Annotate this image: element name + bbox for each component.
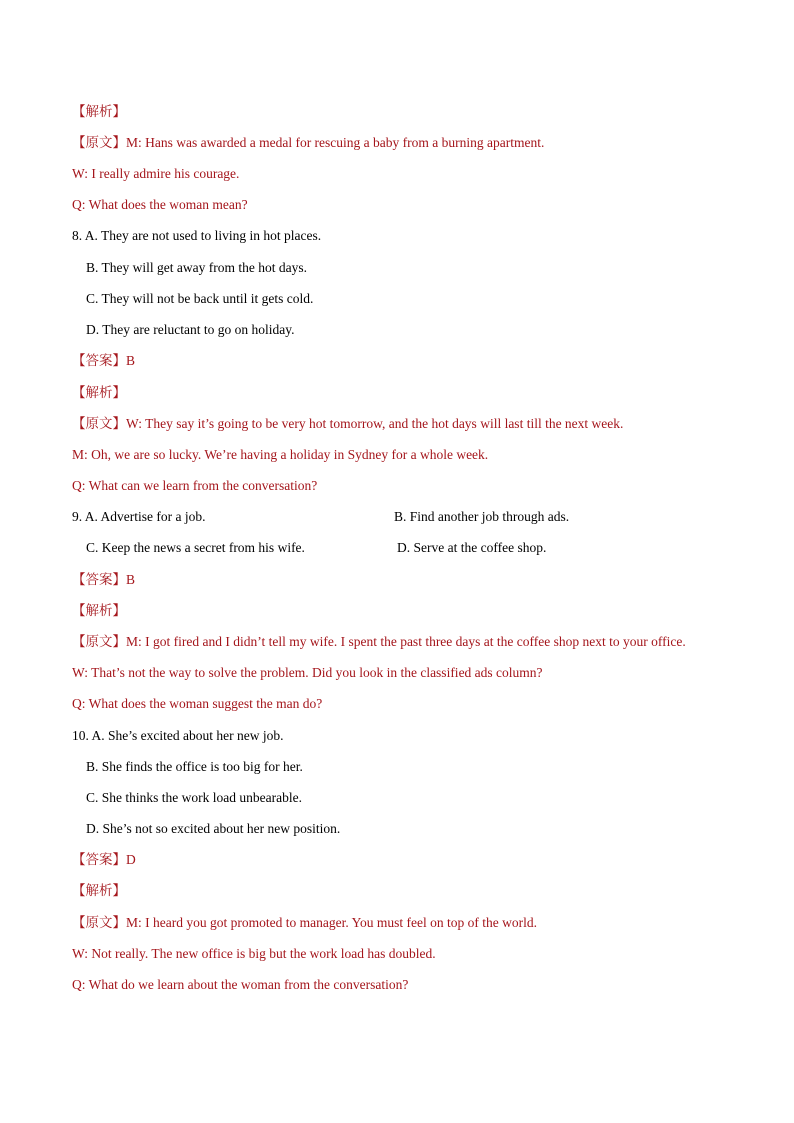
yuanwen-tag: 【原文】 [72, 915, 126, 930]
q8-yuanwen-text: W: They say it’s going to be very hot tomorrow, and the hot days will last till the next week. [126, 416, 624, 431]
q9-answer-value: B [126, 572, 136, 587]
q9-yuanwen [72, 633, 686, 651]
q8-option-d: D. They are reluctant to go on holiday. [86, 322, 295, 337]
q10-yuanwen-text: M: I heard you got promoted to manager. You must feel on top of the world. [126, 915, 537, 930]
yuanwen-tag: 【原文】 [72, 634, 126, 649]
q10-question-line: Q: What do we learn about the woman from the conversation? [72, 977, 409, 992]
q8-man-line: M: Oh, we are so lucky. We’re having a holiday in Sydney for a whole week. [72, 447, 489, 462]
yuanwen-tag: 【原文】 [72, 135, 126, 150]
q8-question-line: Q: What can we learn from the conversation? [72, 478, 318, 493]
q9-option-d: D. Serve at the coffee shop. [397, 540, 547, 555]
yuanwen-tag: 【原文】 [72, 416, 126, 431]
q8-jiexi-label: 【解析】 [72, 385, 126, 400]
q10-option-c: C. She thinks the work load unbearable. [86, 790, 302, 805]
q9-yuanwen-text: M: I got fired and I didn’t tell my wife. I spent the past three days at the coffee shop next to your office. [126, 634, 686, 649]
q9-answer [72, 571, 135, 589]
q10-yuanwen [72, 914, 537, 932]
q8-yuanwen [72, 415, 623, 433]
q10-answer-value: D [126, 852, 136, 867]
q7-woman-line: W: I really admire his courage. [72, 166, 240, 181]
daan-tag: 【答案】 [72, 572, 126, 587]
q9-option-b: B. Find another job through ads. [394, 509, 570, 524]
q9-jiexi-label: 【解析】 [72, 603, 126, 618]
q8-answer [72, 352, 135, 370]
q8-option-a: 8. A. They are not used to living in hot places. [72, 228, 322, 243]
q10-woman-line: W: Not really. The new office is big but the work load has doubled. [72, 946, 436, 961]
q7-question-line: Q: What does the woman mean? [72, 197, 248, 212]
daan-tag: 【答案】 [72, 852, 126, 867]
q7-yuanwen-text: M: Hans was awarded a medal for rescuing a baby from a burning apartment. [126, 135, 545, 150]
q8-option-b: B. They will get away from the hot days. [86, 260, 307, 275]
q10-jiexi-label: 【解析】 [72, 883, 126, 898]
q9-option-a: 9. A. Advertise for a job. [72, 509, 206, 524]
q8-answer-value: B [126, 353, 136, 368]
q9-woman-line: W: That’s not the way to solve the problem. Did you look in the classified ads column? [72, 665, 543, 680]
q9-question-line: Q: What does the woman suggest the man do? [72, 696, 323, 711]
q8-option-c: C. They will not be back until it gets cold. [86, 291, 314, 306]
daan-tag: 【答案】 [72, 353, 126, 368]
q10-option-d: D. She’s not so excited about her new position. [86, 821, 341, 836]
q10-option-a: 10. A. She’s excited about her new job. [72, 728, 284, 743]
q10-answer [72, 851, 136, 869]
q7-jiexi-label: 【解析】 [72, 104, 126, 119]
q10-option-b: B. She finds the office is too big for her. [86, 759, 303, 774]
q7-yuanwen [72, 134, 544, 152]
q9-option-c: C. Keep the news a secret from his wife. [86, 540, 305, 555]
